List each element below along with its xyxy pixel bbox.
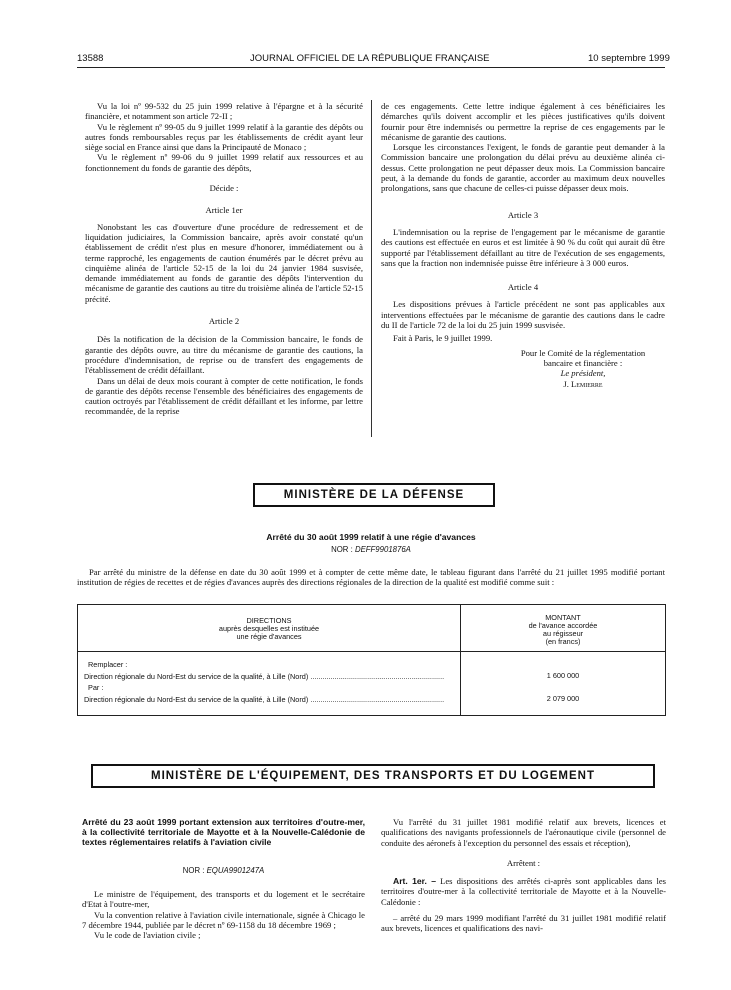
header-rule xyxy=(77,67,665,68)
header-line: de l'avance accordée xyxy=(528,621,598,630)
paragraph: Lorsque les circonstances l'exigent, le fonds de garantie peut demander à la Commission bancaire une prolongation du délai prévu au deuxième alinéa ci-dessus. Cette prolongation ne peut dépasser deux mois. La Commission bancaire peut, à la demande du fonds de garantie, accorder au maximum deux nouvelles prolongations, sans que chacune de celles-ci puisse dépasser deux mois. xyxy=(381,142,665,194)
signature-title: Le président, xyxy=(560,368,606,379)
defense-nor xyxy=(77,545,665,554)
amount-value: 2 079 000 xyxy=(546,694,580,703)
signature-line: Pour le Comité de la réglementation xyxy=(520,347,646,358)
ministry-equipment-heading: MINISTÈRE DE L'ÉQUIPEMENT, DES TRANSPORTS ET DU LOGEMENT xyxy=(91,764,655,788)
ministry-defense-heading: MINISTÈRE DE LA DÉFENSE xyxy=(253,483,495,507)
amount-value: 1 600 000 xyxy=(546,671,580,680)
decide-label: Décide : xyxy=(209,183,239,194)
list-item: – arrêté du 29 mars 1999 modifiant l'arrêté du 31 juillet 1981 modifié relatif aux brevets, licences et qualifications des navi- xyxy=(381,913,666,934)
equipment-right-column xyxy=(381,817,666,934)
page-number: 13588 xyxy=(77,53,104,64)
signatory-name: J. Lemierre xyxy=(563,378,603,389)
signature-line: bancaire et financière : xyxy=(543,357,623,368)
article-label: Art. 1er. – xyxy=(393,876,437,887)
article-1-text: Nonobstant les cas d'ouverture d'une procédure de redressement et de liquidation judiciaires, la Commission bancaire, après avoir constaté qu'un établissement de crédit n'est plus en mesure d'honorer, immédiatement ou à terme rapproché, les engagements de caution énumérés par le décret prévu au cinquième alinéa de l'article 52-15 de la loi du 24 janvier 1984 susvisée, demande immédiatement au fonds de garantie des dépôts l'intervention du mécanisme de garantie des cautions au titre du troisième alinéa de l'article 52-15 précité. xyxy=(85,221,363,304)
header-line: au régisseur xyxy=(542,629,584,638)
paragraph: Vu le règlement nº 99-06 du 9 juillet 1999 relatif aux ressources et au fonctionnement du fonds de garantie des dépôts, xyxy=(85,152,363,173)
article-1-title: Article 1er xyxy=(205,205,243,216)
article-4-text: Les dispositions prévues à l'article précédent ne sont pas applicables aux interventions effectuées par le mécanisme de garantie des cautions dans le cadre du II de l'article 72 de la loi du 25 juin 1999 susvisée. xyxy=(381,299,665,331)
nor-label: NOR : xyxy=(331,545,353,554)
signature-block xyxy=(381,348,665,389)
table-row: Direction régionale du Nord-Est du service de la qualité, à Lille (Nord) .................................................................. xyxy=(84,671,445,681)
table-row: Direction régionale du Nord-Est du service de la qualité, à Lille (Nord) .................................................................. xyxy=(84,694,445,704)
equipment-arrete-title: Arrêté du 23 août 1999 portant extension aux territoires d'outre-mer, à la collectivité territoriale de Mayotte et à la Nouvelle-Calédonie de textes réglementaires relatifs à l'aviation civile xyxy=(82,817,365,847)
nor-code: DEFF9901876A xyxy=(354,545,411,554)
article-1-paragraph xyxy=(381,876,666,907)
article-2-paragraph: Dans un délai de deux mois courant à compter de cette notification, le fonds de garantie des dépôts recense l'ensemble des bénéficiaires des engagements de caution octroyés par l'établissement de crédit défaillant et les informe, par lettre recommandée, de la reprise xyxy=(85,375,363,417)
direction-name: Direction régionale du Nord-Est du service de la qualité, à Lille (Nord) xyxy=(84,671,309,681)
header-line: DIRECTIONS xyxy=(246,616,292,625)
header-line: MONTANT xyxy=(545,613,581,622)
amount-cell xyxy=(461,652,666,716)
remplacer-label: Remplacer : xyxy=(88,660,128,669)
directions-header xyxy=(78,605,461,652)
paragraph: Le ministre de l'équipement, des transports et du logement et le secrétaire d'Etat à l'outre-mer, xyxy=(82,889,365,910)
defense-intro xyxy=(77,567,665,588)
article-3-text: L'indemnisation ou la reprise de l'engagement par le mécanisme de garantie des cautions est effectuée en euros et est limitée à 90 % du coût qui aurait dû être supporté par l'établissement défaillant au titre de l'exécution de ses engagements, sans que la fraction non indemnisée puisse être inférieure à 3 000 euros. xyxy=(381,226,665,268)
equipment-left-column xyxy=(82,889,365,940)
header-line: (en francs) xyxy=(545,637,581,646)
page-date: 10 septembre 1999 xyxy=(588,53,670,64)
directions-cell xyxy=(78,652,461,716)
left-column xyxy=(85,101,363,417)
defense-arrete-title: Arrêté du 30 août 1999 relatif à une régie d'avances xyxy=(266,532,476,542)
signature-place-date: Fait à Paris, le 9 juillet 1999. xyxy=(393,333,493,344)
par-label: Par : xyxy=(88,683,104,692)
paragraph: Par arrêté du ministre de la défense en date du 30 août 1999 et à compter de cette même date, le tableau figurant dans l'arrêté du 21 juillet 1995 modifié portant institution de régies de recettes et de régies d'avances auprès des directions régionales de la direction de la qualité est modifié comme suit : xyxy=(77,567,665,588)
article-text: Les dispositions des arrêtés ci-après sont applicables dans les territoires d'outre-mer à la collectivité territoriale de Mayotte et à la Nouvelle-Calédonie : xyxy=(381,876,666,907)
article-4-title: Article 4 xyxy=(507,282,539,293)
article-3-title: Article 3 xyxy=(507,209,539,220)
paragraph: Vu la loi nº 99-532 du 25 juin 1999 relative à l'épargne et à la sécurité financière, et notamment son article 72-II ; xyxy=(85,101,363,122)
article-2-title: Article 2 xyxy=(208,316,240,327)
nor-code: EQUA9901247A xyxy=(206,866,265,875)
equipment-nor xyxy=(82,866,365,875)
paragraph: Vu la convention relative à l'aviation civile internationale, signée à Chicago le 7 décembre 1944, publiée par le décret nº 69-1158 du 18 décembre 1969 ; xyxy=(82,909,365,930)
amount-header xyxy=(461,605,666,652)
right-column xyxy=(381,101,665,389)
nor-label: NOR : xyxy=(182,866,205,875)
direction-name: Direction régionale du Nord-Est du service de la qualité, à Lille (Nord) xyxy=(84,694,309,704)
paragraph: Vu le règlement nº 99-05 du 9 juillet 1999 relatif à la garantie des dépôts ou autres fonds remboursables reçus par les établissements de crédit ayant leur siège social en France ainsi que dans la Principauté de Monaco ; xyxy=(85,121,363,153)
paragraph: de ces engagements. Cette lettre indique également à ces bénéficiaires les démarches qu'ils doivent accomplir et les pièces justificatives qu'ils doivent fournir pour être indemnisés ou permettre la reprise de ces engagements par le mécanisme de garantie des cautions. xyxy=(381,101,665,142)
paragraph: Vu l'arrêté du 31 juillet 1981 modifié relatif aux brevets, licences et qualifications des navigants professionnels de l'aéronautique civile (personnel de conduite des aéronefs à l'exception du personnel des essais et réception), xyxy=(381,817,666,848)
regie-table xyxy=(77,604,666,716)
header-line: auprès desquelles est instituée xyxy=(218,624,320,633)
journal-title: JOURNAL OFFICIEL DE LA RÉPUBLIQUE FRANÇAISE xyxy=(250,53,490,64)
column-divider xyxy=(371,100,372,437)
arretent-label: Arrêtent : xyxy=(506,857,541,868)
paragraph: Vu le code de l'aviation civile ; xyxy=(94,930,201,941)
article-2-paragraph: Dès la notification de la décision de la Commission bancaire, le fonds de garantie des dépôts ouvre, au titre du mécanisme de garantie des cautions, la procédure d'indemnisation, de reprise ou de transfert des engagements de l'établissement de crédit défaillant. xyxy=(85,334,363,376)
header-line: une régie d'avances xyxy=(236,632,302,641)
